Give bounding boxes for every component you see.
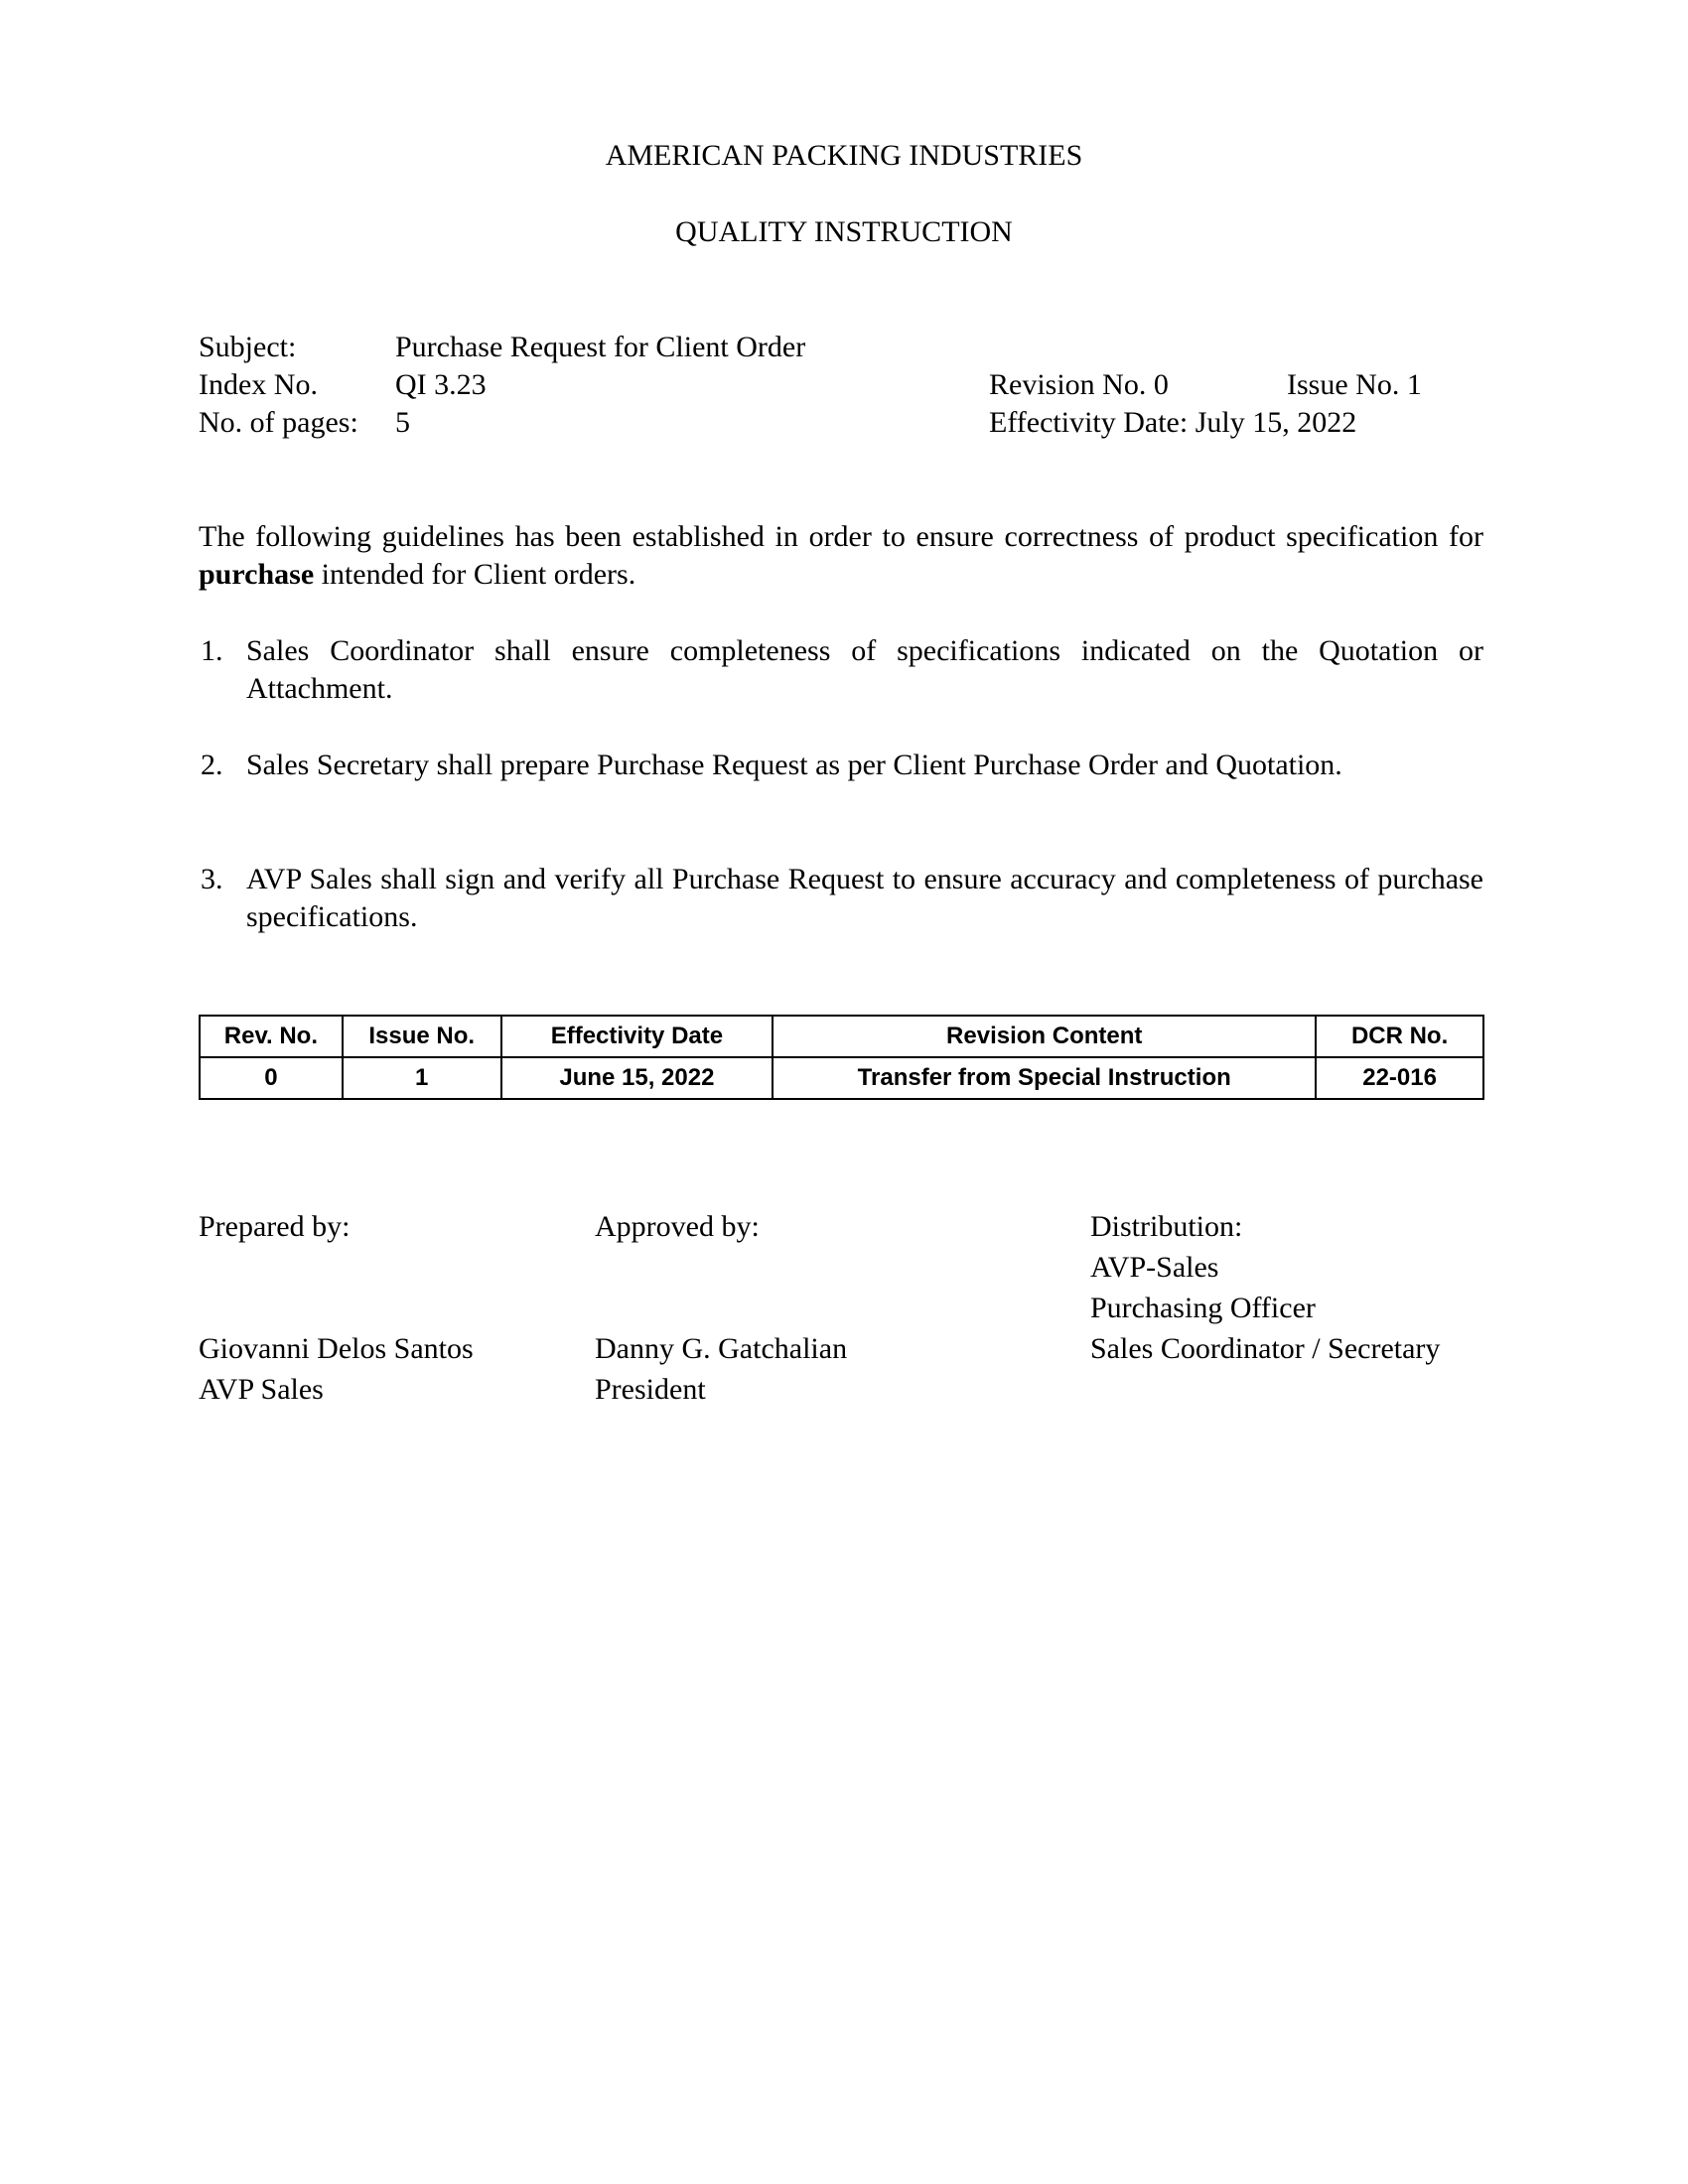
guideline-number: 3. xyxy=(201,863,223,895)
cell-issue-no: 1 xyxy=(343,1057,501,1099)
revision-number: Revision No. 0 xyxy=(989,368,1169,401)
cell-rev-no: 0 xyxy=(200,1057,343,1099)
cell-dcr-no: 22-016 xyxy=(1316,1057,1483,1099)
subject-label: Subject: xyxy=(199,331,297,363)
intro-text-after: intended for Client orders. xyxy=(314,558,636,591)
effectivity-date: Effectivity Date: July 15, 2022 xyxy=(989,406,1357,439)
distribution-item: Purchasing Officer xyxy=(1090,1292,1316,1324)
guideline-text: Sales Secretary shall prepare Purchase Request as per Client Purchase Order and Quotation. xyxy=(246,749,1342,781)
guideline-item xyxy=(201,861,1483,936)
table-header-row xyxy=(200,1016,1483,1057)
table-row xyxy=(200,1057,1483,1099)
distribution-item: AVP-Sales xyxy=(1090,1251,1219,1284)
index-label: Index No. xyxy=(199,368,318,401)
intro-text-before: The following guidelines has been established in order to ensure correctness of product specification for xyxy=(199,520,1483,553)
prepared-by-label: Prepared by: xyxy=(199,1210,351,1243)
guideline-number: 2. xyxy=(201,749,223,781)
approved-by-name: Danny G. Gatchalian xyxy=(595,1332,848,1365)
guideline-item xyxy=(201,632,1483,708)
column-header-dcr-no: DCR No. xyxy=(1316,1016,1483,1057)
company-name: AMERICAN PACKING INDUSTRIES xyxy=(605,139,1083,172)
column-header-effectivity-date: Effectivity Date xyxy=(501,1016,774,1057)
intro-bold-word: purchase xyxy=(199,558,315,591)
column-header-revision-content: Revision Content xyxy=(773,1016,1316,1057)
column-header-rev-no: Rev. No. xyxy=(200,1016,343,1057)
guideline-number: 1. xyxy=(201,634,223,667)
cell-effectivity-date: June 15, 2022 xyxy=(501,1057,774,1099)
approved-by-label: Approved by: xyxy=(595,1210,760,1243)
guideline-text: AVP Sales shall sign and verify all Purchase Request to ensure accuracy and completeness of purchase specifications. xyxy=(246,863,1483,933)
prepared-by-name: Giovanni Delos Santos xyxy=(199,1332,474,1365)
cell-revision-content: Transfer from Special Instruction xyxy=(773,1057,1316,1099)
document-type: QUALITY INSTRUCTION xyxy=(675,215,1013,248)
subject-value: Purchase Request for Client Order xyxy=(395,331,806,363)
guideline-item xyxy=(201,747,1483,784)
column-header-issue-no: Issue No. xyxy=(343,1016,501,1057)
intro-paragraph xyxy=(199,518,1483,594)
approved-by-title: President xyxy=(595,1373,706,1406)
distribution-label: Distribution: xyxy=(1090,1210,1243,1243)
distribution-item: Sales Coordinator / Secretary xyxy=(1090,1332,1441,1365)
prepared-by-title: AVP Sales xyxy=(199,1373,324,1406)
pages-label: No. of pages: xyxy=(199,406,358,439)
guideline-text: Sales Coordinator shall ensure completeness of specifications indicated on the Quotation or Attachment. xyxy=(246,634,1483,705)
revision-table xyxy=(199,1015,1484,1100)
pages-value: 5 xyxy=(395,406,410,439)
index-value: QI 3.23 xyxy=(395,368,487,401)
issue-number: Issue No. 1 xyxy=(1287,368,1422,401)
